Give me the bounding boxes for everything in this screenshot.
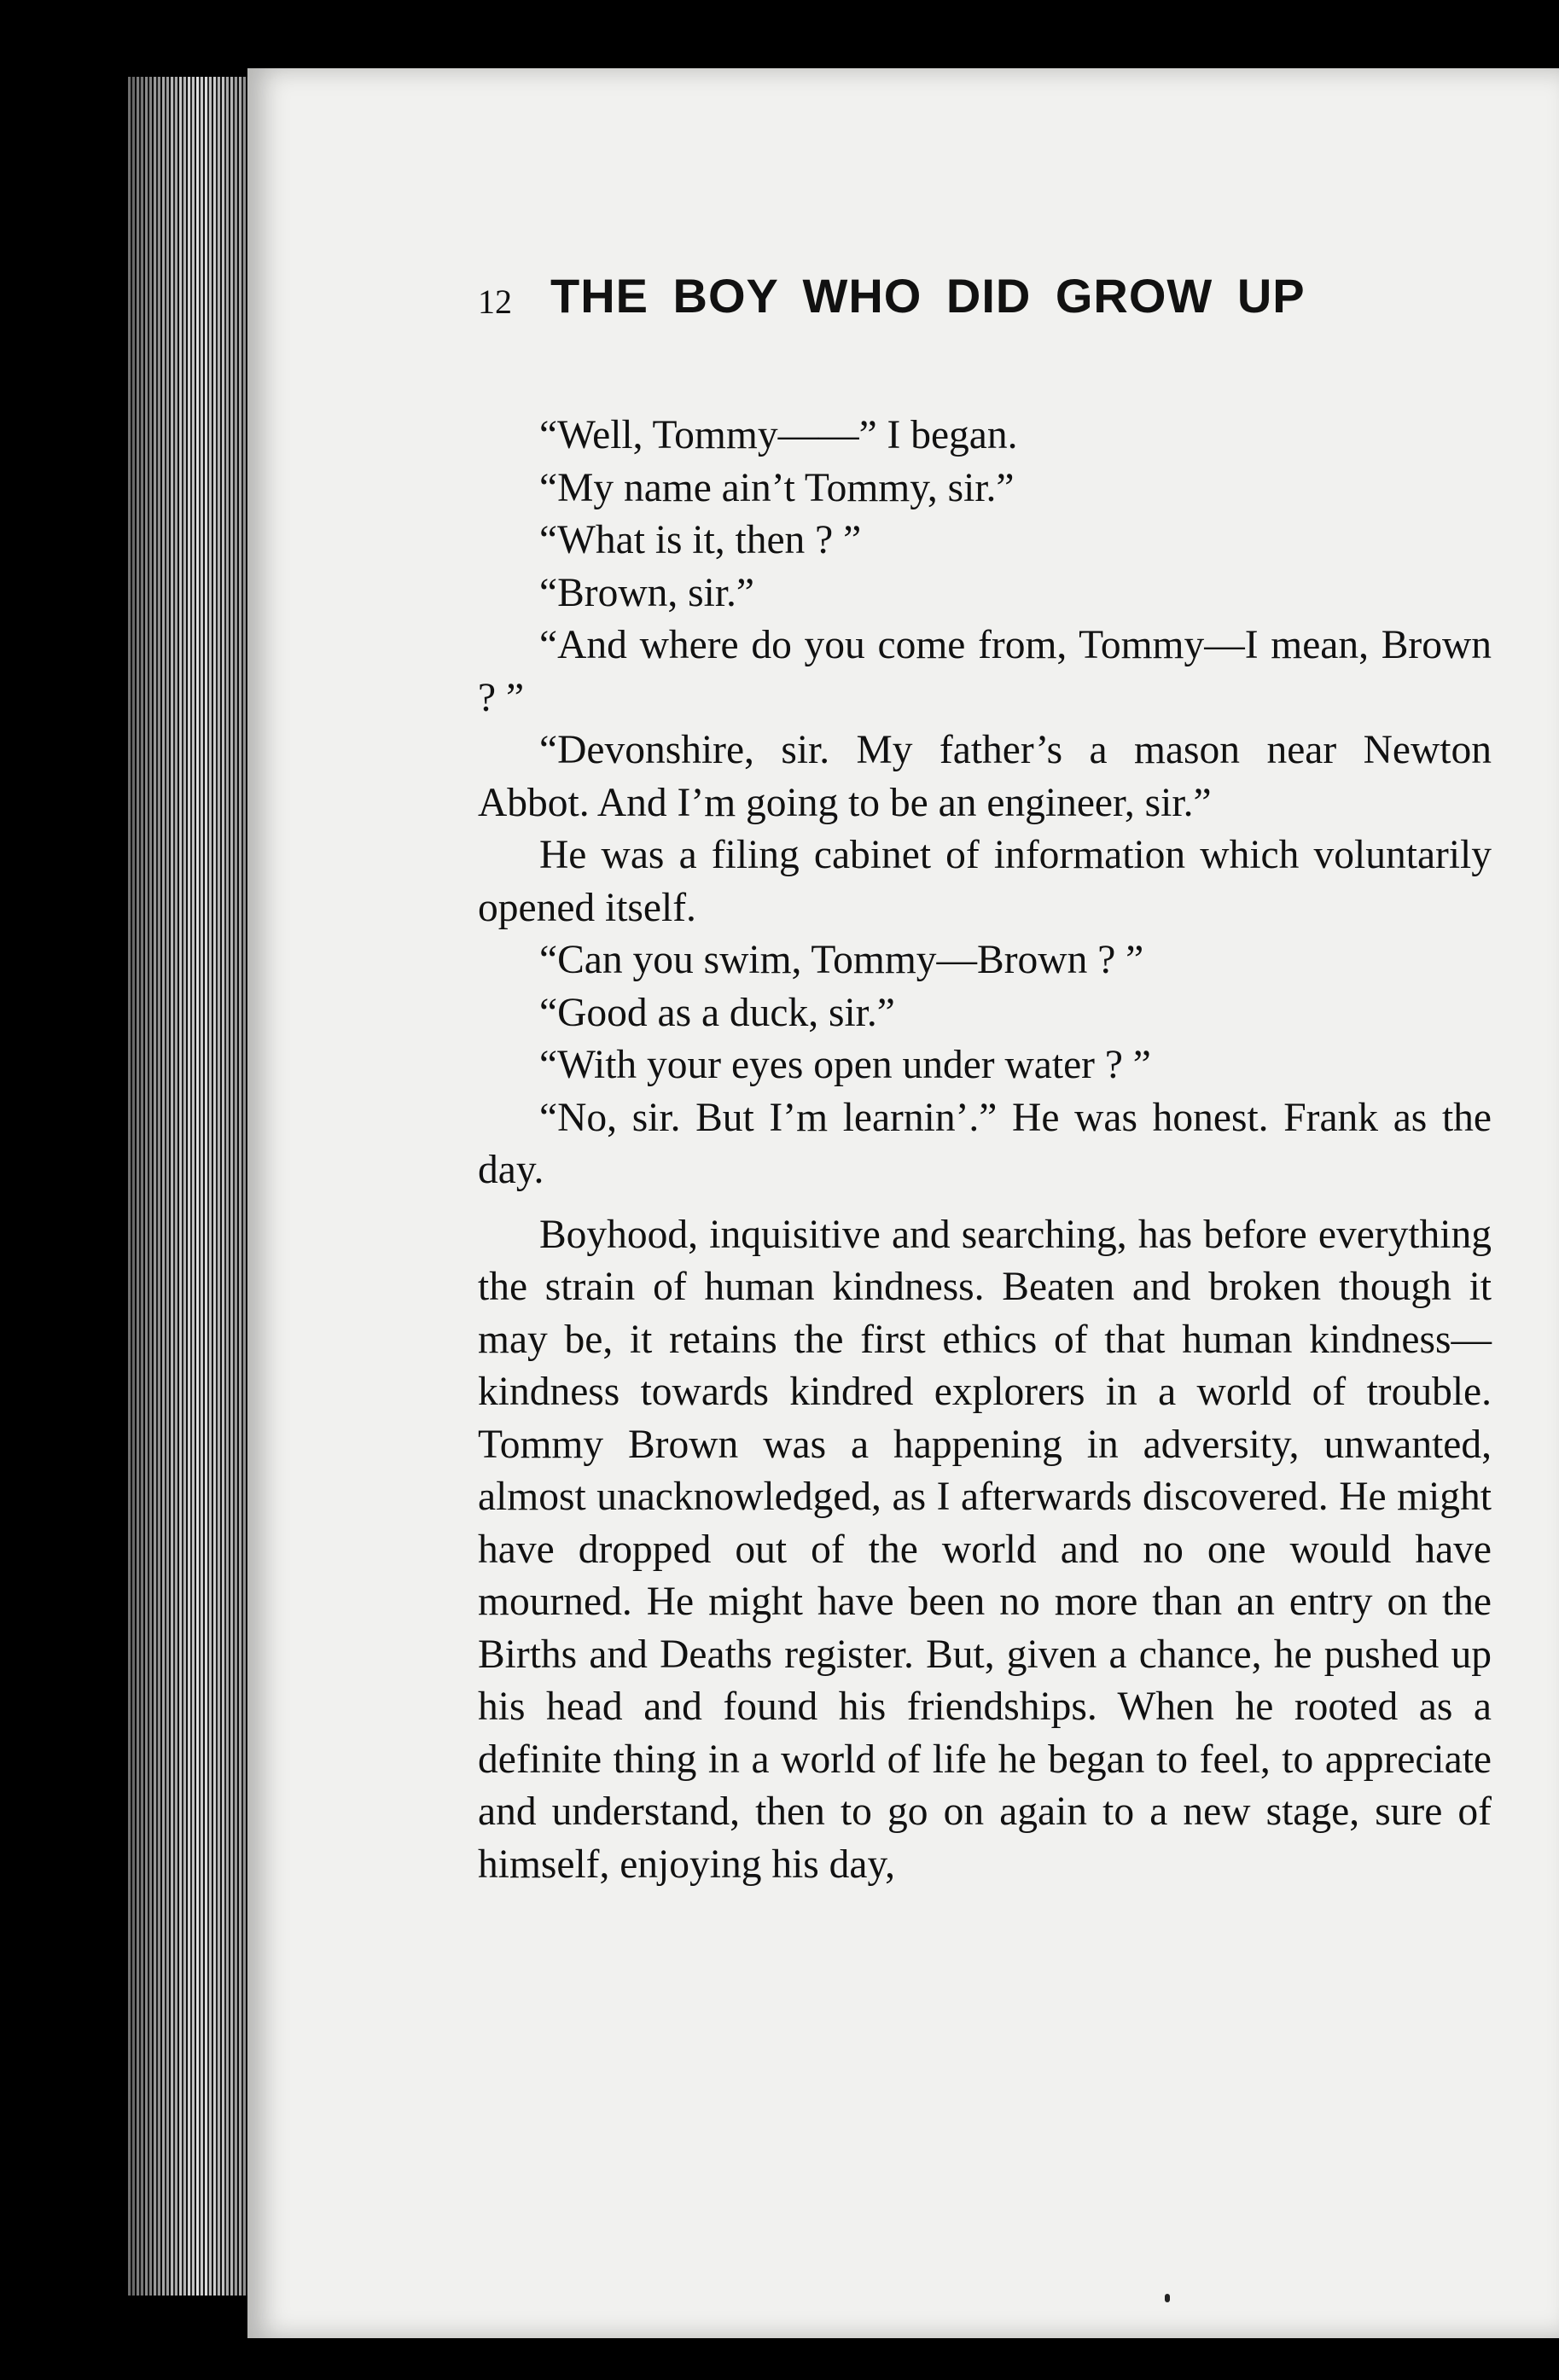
- page-number: 12: [478, 282, 512, 321]
- paragraph: “Can you swim, Tommy—Brown ? ”: [539, 938, 1144, 982]
- paragraph: “No, sir. But I’m learnin’.” He was honest. Frank as the day.: [478, 1095, 1492, 1192]
- page-edges-shadow: [128, 77, 247, 2296]
- paragraph: “Devonshire, sir. My father’s a mason near Newton Abbot. And I’m going to be an engineer, sir.”: [478, 728, 1492, 825]
- body-text: [478, 410, 1492, 1891]
- paragraph: “Good as a duck, sir.”: [539, 990, 895, 1035]
- paragraph: “Well, Tommy——” I began.: [539, 413, 1018, 457]
- paragraph: “What is it, then ? ”: [539, 518, 862, 562]
- paragraph: Boyhood, inquisitive and searching, has before everything the strain of human kindness. Beaten and broken though it may be, it retains the first ethics of that human kindness—kindness towards kindred explorers in a world of trouble. Tommy Brown was a happening in adversity, unwanted, almost unacknowledged, as I afterwards discovered. He might have dropped out of the world and no one would have mourned. He might have been no more than an entry on the Births and Deaths register. But, given a chance, he pushed up his head and found his friendships. When he rooted as a definite thing in a world of life he began to feel, to appreciate and understand, then to go on again to a new stage, sure of himself, enjoying his day,: [478, 1212, 1492, 1887]
- paragraph: “With your eyes open under water ? ”: [539, 1043, 1151, 1087]
- paragraph: He was a filing cabinet of information which voluntarily opened itself.: [478, 833, 1492, 930]
- running-head: THE BOY WHO DID GROW UP: [550, 269, 1306, 323]
- paragraph: “My name ain’t Tommy, sir.”: [539, 465, 1015, 510]
- paragraph: “And where do you come from, Tommy—I mean, Brown ? ”: [478, 623, 1492, 720]
- page-header: [478, 256, 1502, 350]
- book-page: [247, 68, 1559, 2338]
- paragraph: “Brown, sir.”: [539, 570, 754, 615]
- printer-mark: [1165, 2294, 1170, 2302]
